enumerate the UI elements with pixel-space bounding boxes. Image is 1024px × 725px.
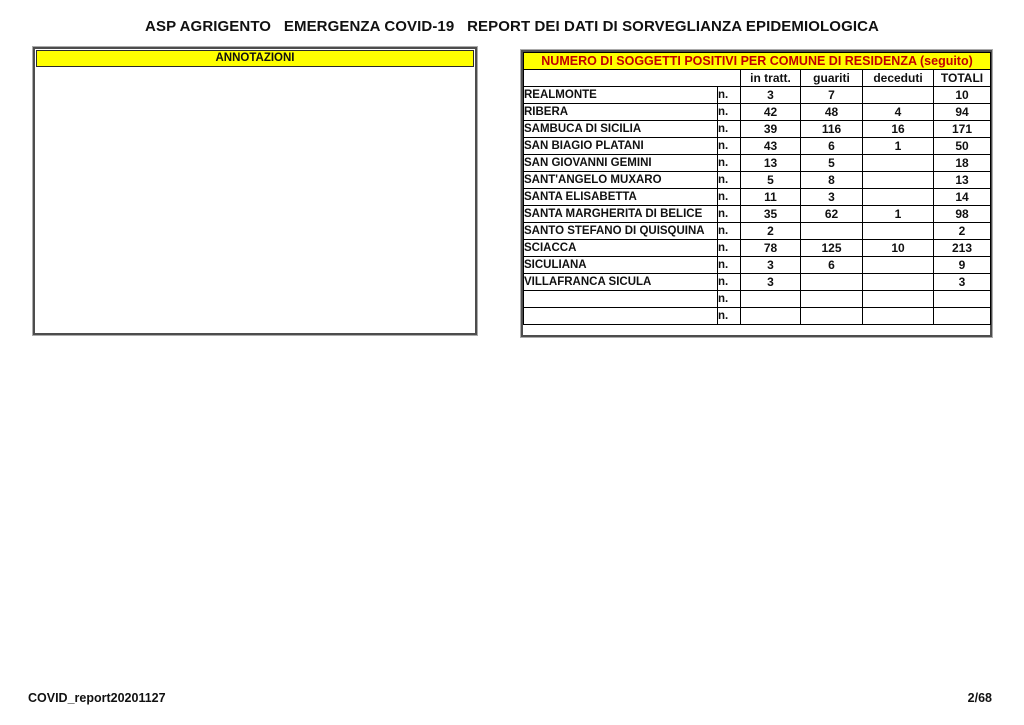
table-row bbox=[524, 104, 991, 121]
guariti-value: 5 bbox=[801, 155, 863, 172]
unit-label: n. bbox=[718, 104, 741, 121]
guariti-value bbox=[801, 308, 863, 325]
totali-value: 10 bbox=[934, 87, 991, 104]
unit-label: n. bbox=[718, 308, 741, 325]
in-tratt-value: 5 bbox=[741, 172, 801, 189]
blank-header-cell bbox=[524, 70, 741, 87]
comune-name bbox=[524, 291, 718, 308]
unit-label: n. bbox=[718, 257, 741, 274]
totali-value: 9 bbox=[934, 257, 991, 274]
totali-value: 14 bbox=[934, 189, 991, 206]
table-row bbox=[524, 138, 991, 155]
table-row bbox=[524, 172, 991, 189]
comune-name: REALMONTE bbox=[524, 87, 718, 104]
deceduti-value: 1 bbox=[863, 138, 934, 155]
annotations-header: ANNOTAZIONI bbox=[36, 50, 474, 67]
deceduti-value: 4 bbox=[863, 104, 934, 121]
totali-value: 213 bbox=[934, 240, 991, 257]
comune-name: SICULIANA bbox=[524, 257, 718, 274]
comune-name: SANTA ELISABETTA bbox=[524, 189, 718, 206]
guariti-value: 7 bbox=[801, 87, 863, 104]
comune-name: SCIACCA bbox=[524, 240, 718, 257]
guariti-value: 3 bbox=[801, 189, 863, 206]
column-header-deceduti: deceduti bbox=[863, 70, 934, 87]
comune-name: SAN GIOVANNI GEMINI bbox=[524, 155, 718, 172]
comune-name: SANTO STEFANO DI QUISQUINA bbox=[524, 223, 718, 240]
totali-value: 98 bbox=[934, 206, 991, 223]
unit-label: n. bbox=[718, 274, 741, 291]
comune-name: RIBERA bbox=[524, 104, 718, 121]
deceduti-value: 1 bbox=[863, 206, 934, 223]
table-title-row bbox=[524, 53, 991, 70]
in-tratt-value: 3 bbox=[741, 87, 801, 104]
positives-table bbox=[523, 52, 991, 325]
totali-value: 2 bbox=[934, 223, 991, 240]
comune-name: SAN BIAGIO PLATANI bbox=[524, 138, 718, 155]
table-row bbox=[524, 257, 991, 274]
in-tratt-value: 78 bbox=[741, 240, 801, 257]
annotations-panel bbox=[33, 47, 477, 335]
unit-label: n. bbox=[718, 240, 741, 257]
table-row bbox=[524, 240, 991, 257]
table-title: NUMERO DI SOGGETTI POSITIVI PER COMUNE DI RESIDENZA (seguito) bbox=[524, 53, 991, 70]
column-header-guariti: guariti bbox=[801, 70, 863, 87]
deceduti-value bbox=[863, 308, 934, 325]
table-row bbox=[524, 189, 991, 206]
guariti-value bbox=[801, 223, 863, 240]
unit-label: n. bbox=[718, 87, 741, 104]
page-title: ASP AGRIGENTO EMERGENZA COVID-19 REPORT DEI DATI DI SORVEGLIANZA EPIDEMIOLOGICA bbox=[145, 18, 879, 35]
column-header-in-tratt: in tratt. bbox=[741, 70, 801, 87]
deceduti-value bbox=[863, 87, 934, 104]
unit-label: n. bbox=[718, 121, 741, 138]
in-tratt-value: 11 bbox=[741, 189, 801, 206]
unit-label: n. bbox=[718, 138, 741, 155]
in-tratt-value: 13 bbox=[741, 155, 801, 172]
guariti-value: 8 bbox=[801, 172, 863, 189]
in-tratt-value: 42 bbox=[741, 104, 801, 121]
footer-page-number: 2/68 bbox=[967, 691, 992, 705]
table-row bbox=[524, 206, 991, 223]
deceduti-value bbox=[863, 189, 934, 206]
unit-label: n. bbox=[718, 291, 741, 308]
positives-table-panel bbox=[521, 50, 992, 337]
table-row bbox=[524, 121, 991, 138]
deceduti-value bbox=[863, 223, 934, 240]
table-row bbox=[524, 308, 991, 325]
in-tratt-value: 3 bbox=[741, 274, 801, 291]
unit-label: n. bbox=[718, 189, 741, 206]
in-tratt-value bbox=[741, 308, 801, 325]
guariti-value: 6 bbox=[801, 257, 863, 274]
unit-label: n. bbox=[718, 155, 741, 172]
table-row bbox=[524, 87, 991, 104]
totali-value bbox=[934, 308, 991, 325]
deceduti-value bbox=[863, 155, 934, 172]
in-tratt-value bbox=[741, 291, 801, 308]
table-row bbox=[524, 274, 991, 291]
comune-name: SANTA MARGHERITA DI BELICE bbox=[524, 206, 718, 223]
deceduti-value bbox=[863, 257, 934, 274]
totali-value: 3 bbox=[934, 274, 991, 291]
in-tratt-value: 3 bbox=[741, 257, 801, 274]
comune-name: VILLAFRANCA SICULA bbox=[524, 274, 718, 291]
guariti-value: 125 bbox=[801, 240, 863, 257]
deceduti-value bbox=[863, 291, 934, 308]
in-tratt-value: 39 bbox=[741, 121, 801, 138]
totali-value: 13 bbox=[934, 172, 991, 189]
column-header-totali: TOTALI bbox=[934, 70, 991, 87]
totali-value: 171 bbox=[934, 121, 991, 138]
guariti-value: 6 bbox=[801, 138, 863, 155]
comune-name: SANT'ANGELO MUXARO bbox=[524, 172, 718, 189]
table-row bbox=[524, 155, 991, 172]
in-tratt-value: 43 bbox=[741, 138, 801, 155]
table-body bbox=[524, 87, 991, 325]
deceduti-value bbox=[863, 172, 934, 189]
comune-name bbox=[524, 308, 718, 325]
unit-label: n. bbox=[718, 206, 741, 223]
comune-name: SAMBUCA DI SICILIA bbox=[524, 121, 718, 138]
table-column-header-row bbox=[524, 70, 991, 87]
guariti-value: 48 bbox=[801, 104, 863, 121]
annotations-body bbox=[35, 68, 475, 318]
guariti-value: 116 bbox=[801, 121, 863, 138]
totali-value: 94 bbox=[934, 104, 991, 121]
in-tratt-value: 2 bbox=[741, 223, 801, 240]
table-row bbox=[524, 291, 991, 308]
totali-value: 50 bbox=[934, 138, 991, 155]
unit-label: n. bbox=[718, 172, 741, 189]
deceduti-value bbox=[863, 274, 934, 291]
deceduti-value: 10 bbox=[863, 240, 934, 257]
in-tratt-value: 35 bbox=[741, 206, 801, 223]
guariti-value bbox=[801, 291, 863, 308]
deceduti-value: 16 bbox=[863, 121, 934, 138]
footer-filename: COVID_report20201127 bbox=[28, 691, 166, 705]
totali-value bbox=[934, 291, 991, 308]
table-row bbox=[524, 223, 991, 240]
guariti-value: 62 bbox=[801, 206, 863, 223]
totali-value: 18 bbox=[934, 155, 991, 172]
guariti-value bbox=[801, 274, 863, 291]
unit-label: n. bbox=[718, 223, 741, 240]
